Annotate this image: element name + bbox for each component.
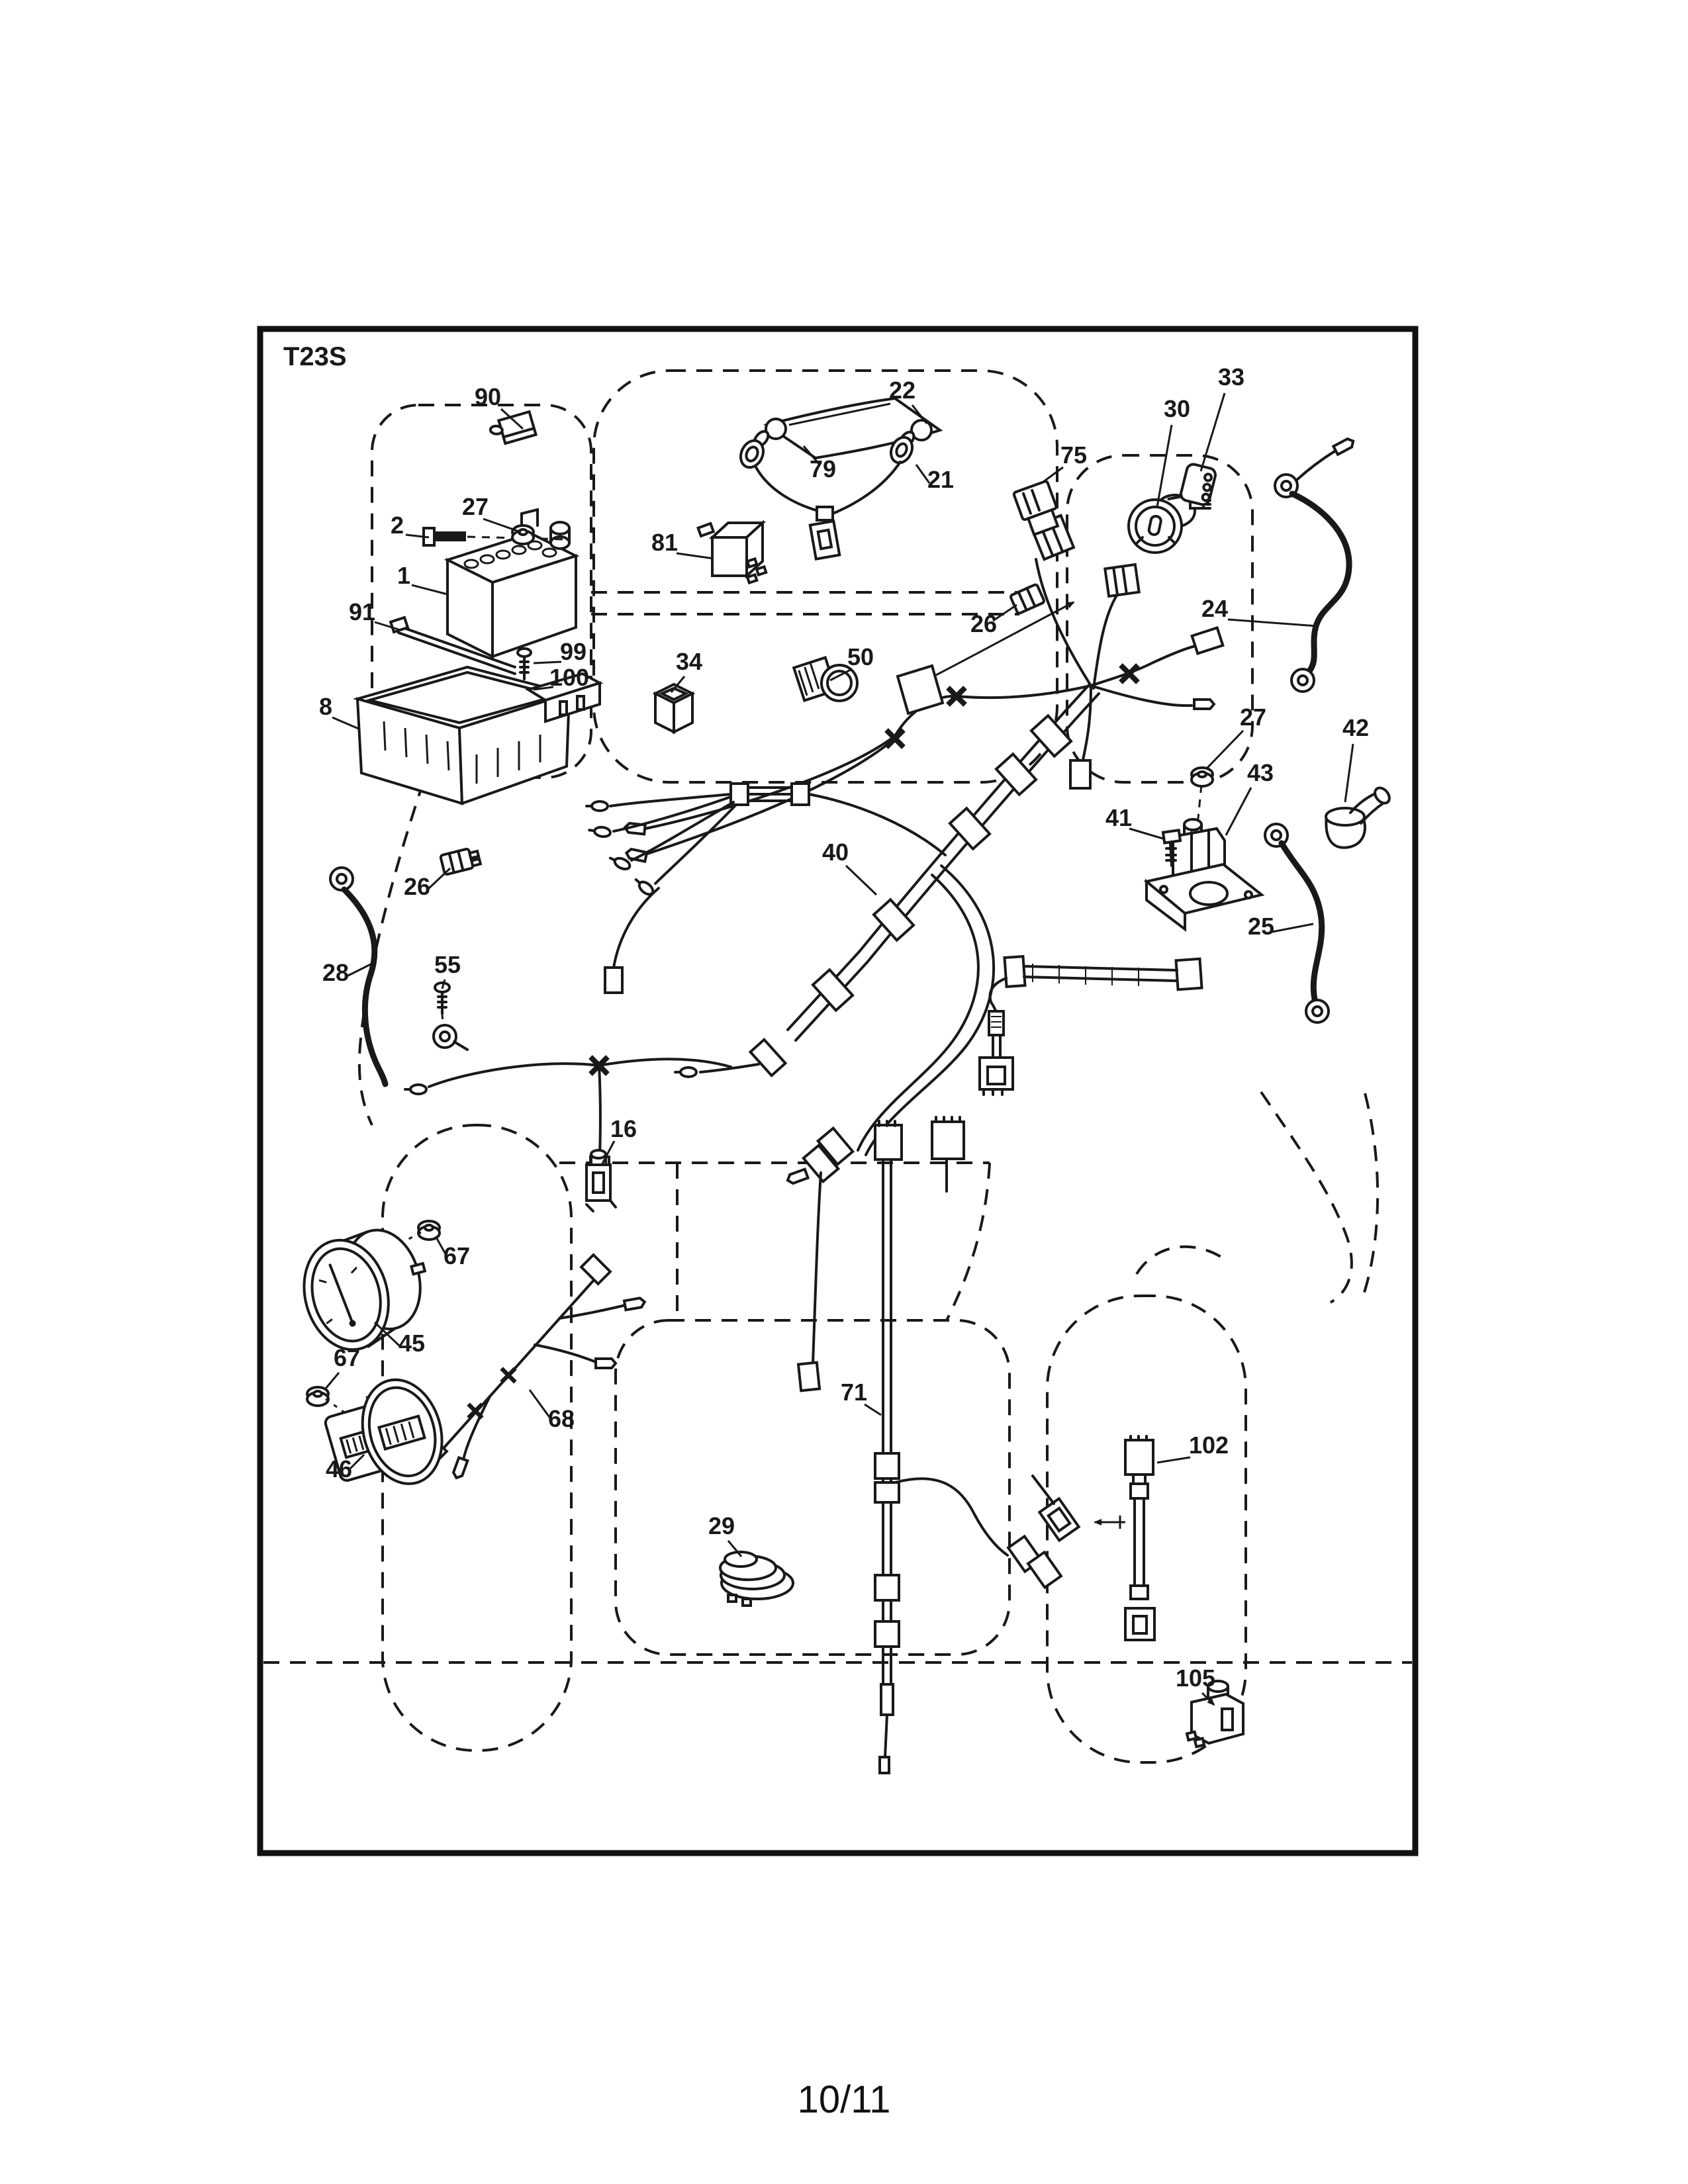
callout-33: 33 [1217, 363, 1245, 390]
relay-81 [698, 523, 767, 583]
battery-cable-24 [1275, 437, 1355, 692]
callout-75: 75 [1060, 441, 1088, 469]
callout-leader-27 [1207, 731, 1243, 768]
fuse-link-102 [1095, 1436, 1154, 1640]
ground-cable-25 [1265, 824, 1329, 1023]
chassis-dashed-outlines [263, 371, 1412, 1762]
battery-cable-71 [875, 1121, 1061, 1773]
callout-1: 1 [397, 562, 411, 589]
callout-102: 102 [1188, 1432, 1229, 1459]
callout-29: 29 [708, 1512, 735, 1539]
callout-99: 99 [559, 638, 587, 665]
callout-91: 91 [348, 598, 376, 625]
callout-leader-102 [1157, 1457, 1190, 1463]
callout-25: 25 [1247, 913, 1275, 940]
callout-81: 81 [651, 529, 679, 556]
callout-30: 30 [1163, 395, 1191, 422]
callout-leader-33 [1201, 393, 1225, 471]
callout-leader-81 [677, 553, 714, 559]
callout-55: 55 [434, 951, 461, 978]
callout-16: 16 [610, 1115, 637, 1142]
callout-50: 50 [847, 643, 874, 670]
callout-leader-27 [483, 519, 521, 532]
callout-41: 41 [1105, 804, 1133, 831]
callout-leader-71 [865, 1404, 881, 1415]
hourmeter-46 [319, 1370, 454, 1502]
ignition-cap-29 [720, 1552, 793, 1606]
callout-68: 68 [547, 1405, 575, 1432]
callout-leader-75 [1043, 467, 1063, 482]
callout-leader-1 [412, 585, 447, 594]
switch-75 [1013, 480, 1063, 536]
callout-105: 105 [1175, 1664, 1216, 1692]
callout-leader-24 [1228, 619, 1317, 626]
callout-45: 45 [398, 1330, 426, 1357]
connector-90 [487, 412, 536, 447]
callout-90: 90 [474, 383, 502, 410]
callout-8: 8 [318, 693, 333, 720]
headlight-harness [737, 398, 940, 559]
bottom-right-connector [1033, 1476, 1079, 1541]
callout-22: 22 [888, 377, 916, 404]
callout-leader-99 [534, 662, 561, 663]
callout-40: 40 [821, 839, 849, 866]
callout-100: 100 [549, 664, 590, 691]
callout-67: 67 [333, 1344, 361, 1371]
diagram-border [260, 329, 1415, 1853]
callout-26: 26 [970, 610, 998, 637]
diagram-code: T23S [283, 342, 347, 371]
callout-21: 21 [927, 466, 955, 493]
fuse-26-top [1010, 584, 1045, 614]
solenoid-nut-27 [1192, 768, 1213, 786]
dash-harness-68 [426, 1255, 645, 1479]
callout-leader-8 [332, 717, 360, 729]
callout-leader-42 [1345, 744, 1353, 802]
callout-42: 42 [1342, 714, 1370, 741]
callout-27: 27 [1239, 704, 1267, 731]
callout-46: 46 [325, 1455, 353, 1482]
callout-2: 2 [390, 512, 404, 539]
battery-screw-99 [518, 649, 531, 679]
callout-27: 27 [461, 493, 489, 520]
page-number: 10/11 [797, 2078, 891, 2121]
main-harness [405, 516, 1223, 1390]
callout-leader-41 [1129, 829, 1165, 839]
callout-leader-26 [428, 868, 450, 889]
callout-28: 28 [322, 959, 350, 986]
callout-79: 79 [809, 455, 837, 482]
callout-leader-40 [846, 866, 876, 895]
callout-leader-67 [326, 1373, 339, 1388]
gauge-nut-67-bottom [307, 1387, 328, 1406]
callout-67: 67 [443, 1242, 471, 1269]
terminal-boot-42 [1326, 785, 1392, 847]
callout-leader-25 [1272, 924, 1313, 932]
callout-leader-43 [1226, 788, 1251, 835]
switch-34 [655, 684, 692, 732]
battery-nut-27 [512, 525, 534, 544]
callout-24: 24 [1201, 595, 1229, 622]
gauge-group [293, 1220, 454, 1502]
callout-34: 34 [675, 648, 703, 675]
callout-71: 71 [840, 1379, 868, 1406]
callout-43: 43 [1246, 759, 1274, 786]
ground-screw-55 [434, 983, 467, 1050]
callout-26: 26 [403, 873, 431, 900]
